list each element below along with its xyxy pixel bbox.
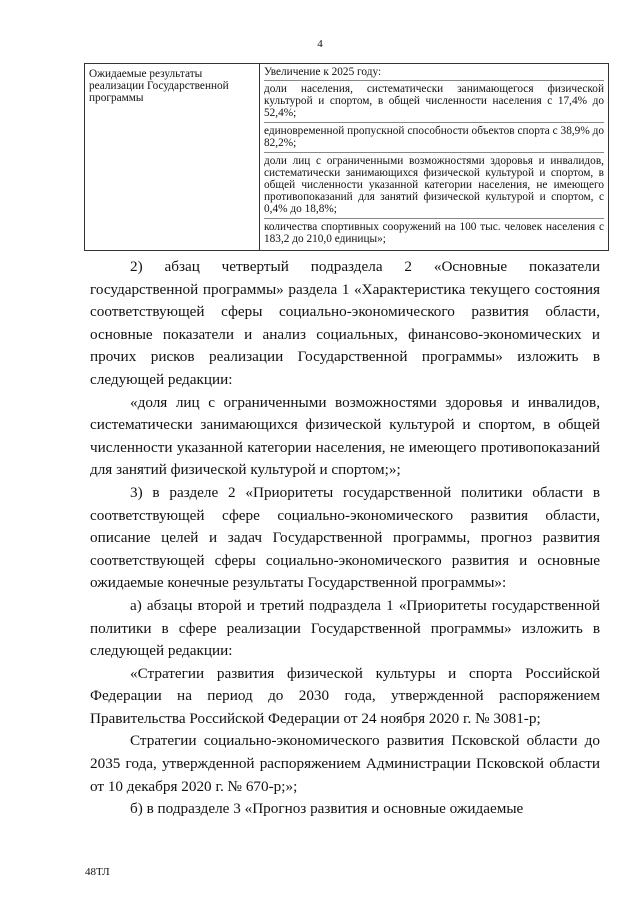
paragraph: 3) в разделе 2 «Приоритеты государственной политики области в соответствующей сфере социально-экономического развития области, описание целей и задач Государственной программы, прогноз развития соответствующей сферы социально-экономического развития и основные ожидаемые конечные результаты Государственной программы»: (90, 483, 600, 592)
footer-code: 48ТЛ (85, 866, 110, 878)
table-label-cell: Ожидаемые результаты реализации Государственной программы (85, 64, 260, 251)
page-number: 4 (317, 38, 323, 50)
table-item: доли населения, систематически занимающегося физической культурой и спортом, в общей численности населения с 17,4% до 52,4%; (264, 80, 604, 122)
table-content-cell (260, 64, 609, 251)
table-row (85, 64, 609, 251)
body-text (90, 256, 600, 821)
table-item: единовременной пропускной способности объектов спорта с 38,9% до 82,2%; (264, 122, 604, 152)
paragraph: «доля лиц с ограниченными возможностями здоровья и инвалидов, систематически занимающихся физической культурой и спортом, в общей численности указанной категории населения, не имеющего противопоказаний для занятий физической культурой и спортом;»; (90, 393, 600, 479)
table-intro: Увеличение к 2025 году: (264, 66, 382, 78)
paragraph: 2) абзац четвертый подраздела 2 «Основные показатели государственной программы» раздела 1 «Характеристика текущего состояния соответствующей сферы социально-экономического развития области, основные показатели и анализ социальных, финансово-экономических и прочих рисков реализации Государственной программы» изложить в следующей редакции: (90, 258, 600, 388)
table-item: доли лиц с ограниченными возможностями здоровья и инвалидов, систематически занимающихся физической культурой и спортом, в общей численности указанной категории населения, не имеющего противопоказаний для занятий физической культурой и спортом, с 0,4% до 18,8%; (264, 152, 604, 218)
paragraph: а) абзацы второй и третий подраздела 1 «Приоритеты государственной политики в сфере реализации Государственной программы» изложить в следующей редакции: (90, 596, 600, 660)
table-item: количества спортивных сооружений на 100 тыс. человек населения с 183,2 до 210,0 единицы»; (264, 218, 604, 248)
paragraph: Стратегии социально-экономического развития Псковской области до 2035 года, утвержденной распоряжением Администрации Псковской области от 10 декабря 2020 г. № 670-р;»; (90, 732, 600, 795)
paragraph: б) в подразделе 3 «Прогноз развития и основные ожидаемые (130, 800, 524, 818)
expected-results-table (84, 63, 609, 251)
paragraph: «Стратегии развития физической культуры и спорта Российской Федерации на период до 2030 года, утвержденной распоряжением Правительства Российской Федерации от 24 ноября 2020 г. № 3081-р; (90, 664, 600, 727)
